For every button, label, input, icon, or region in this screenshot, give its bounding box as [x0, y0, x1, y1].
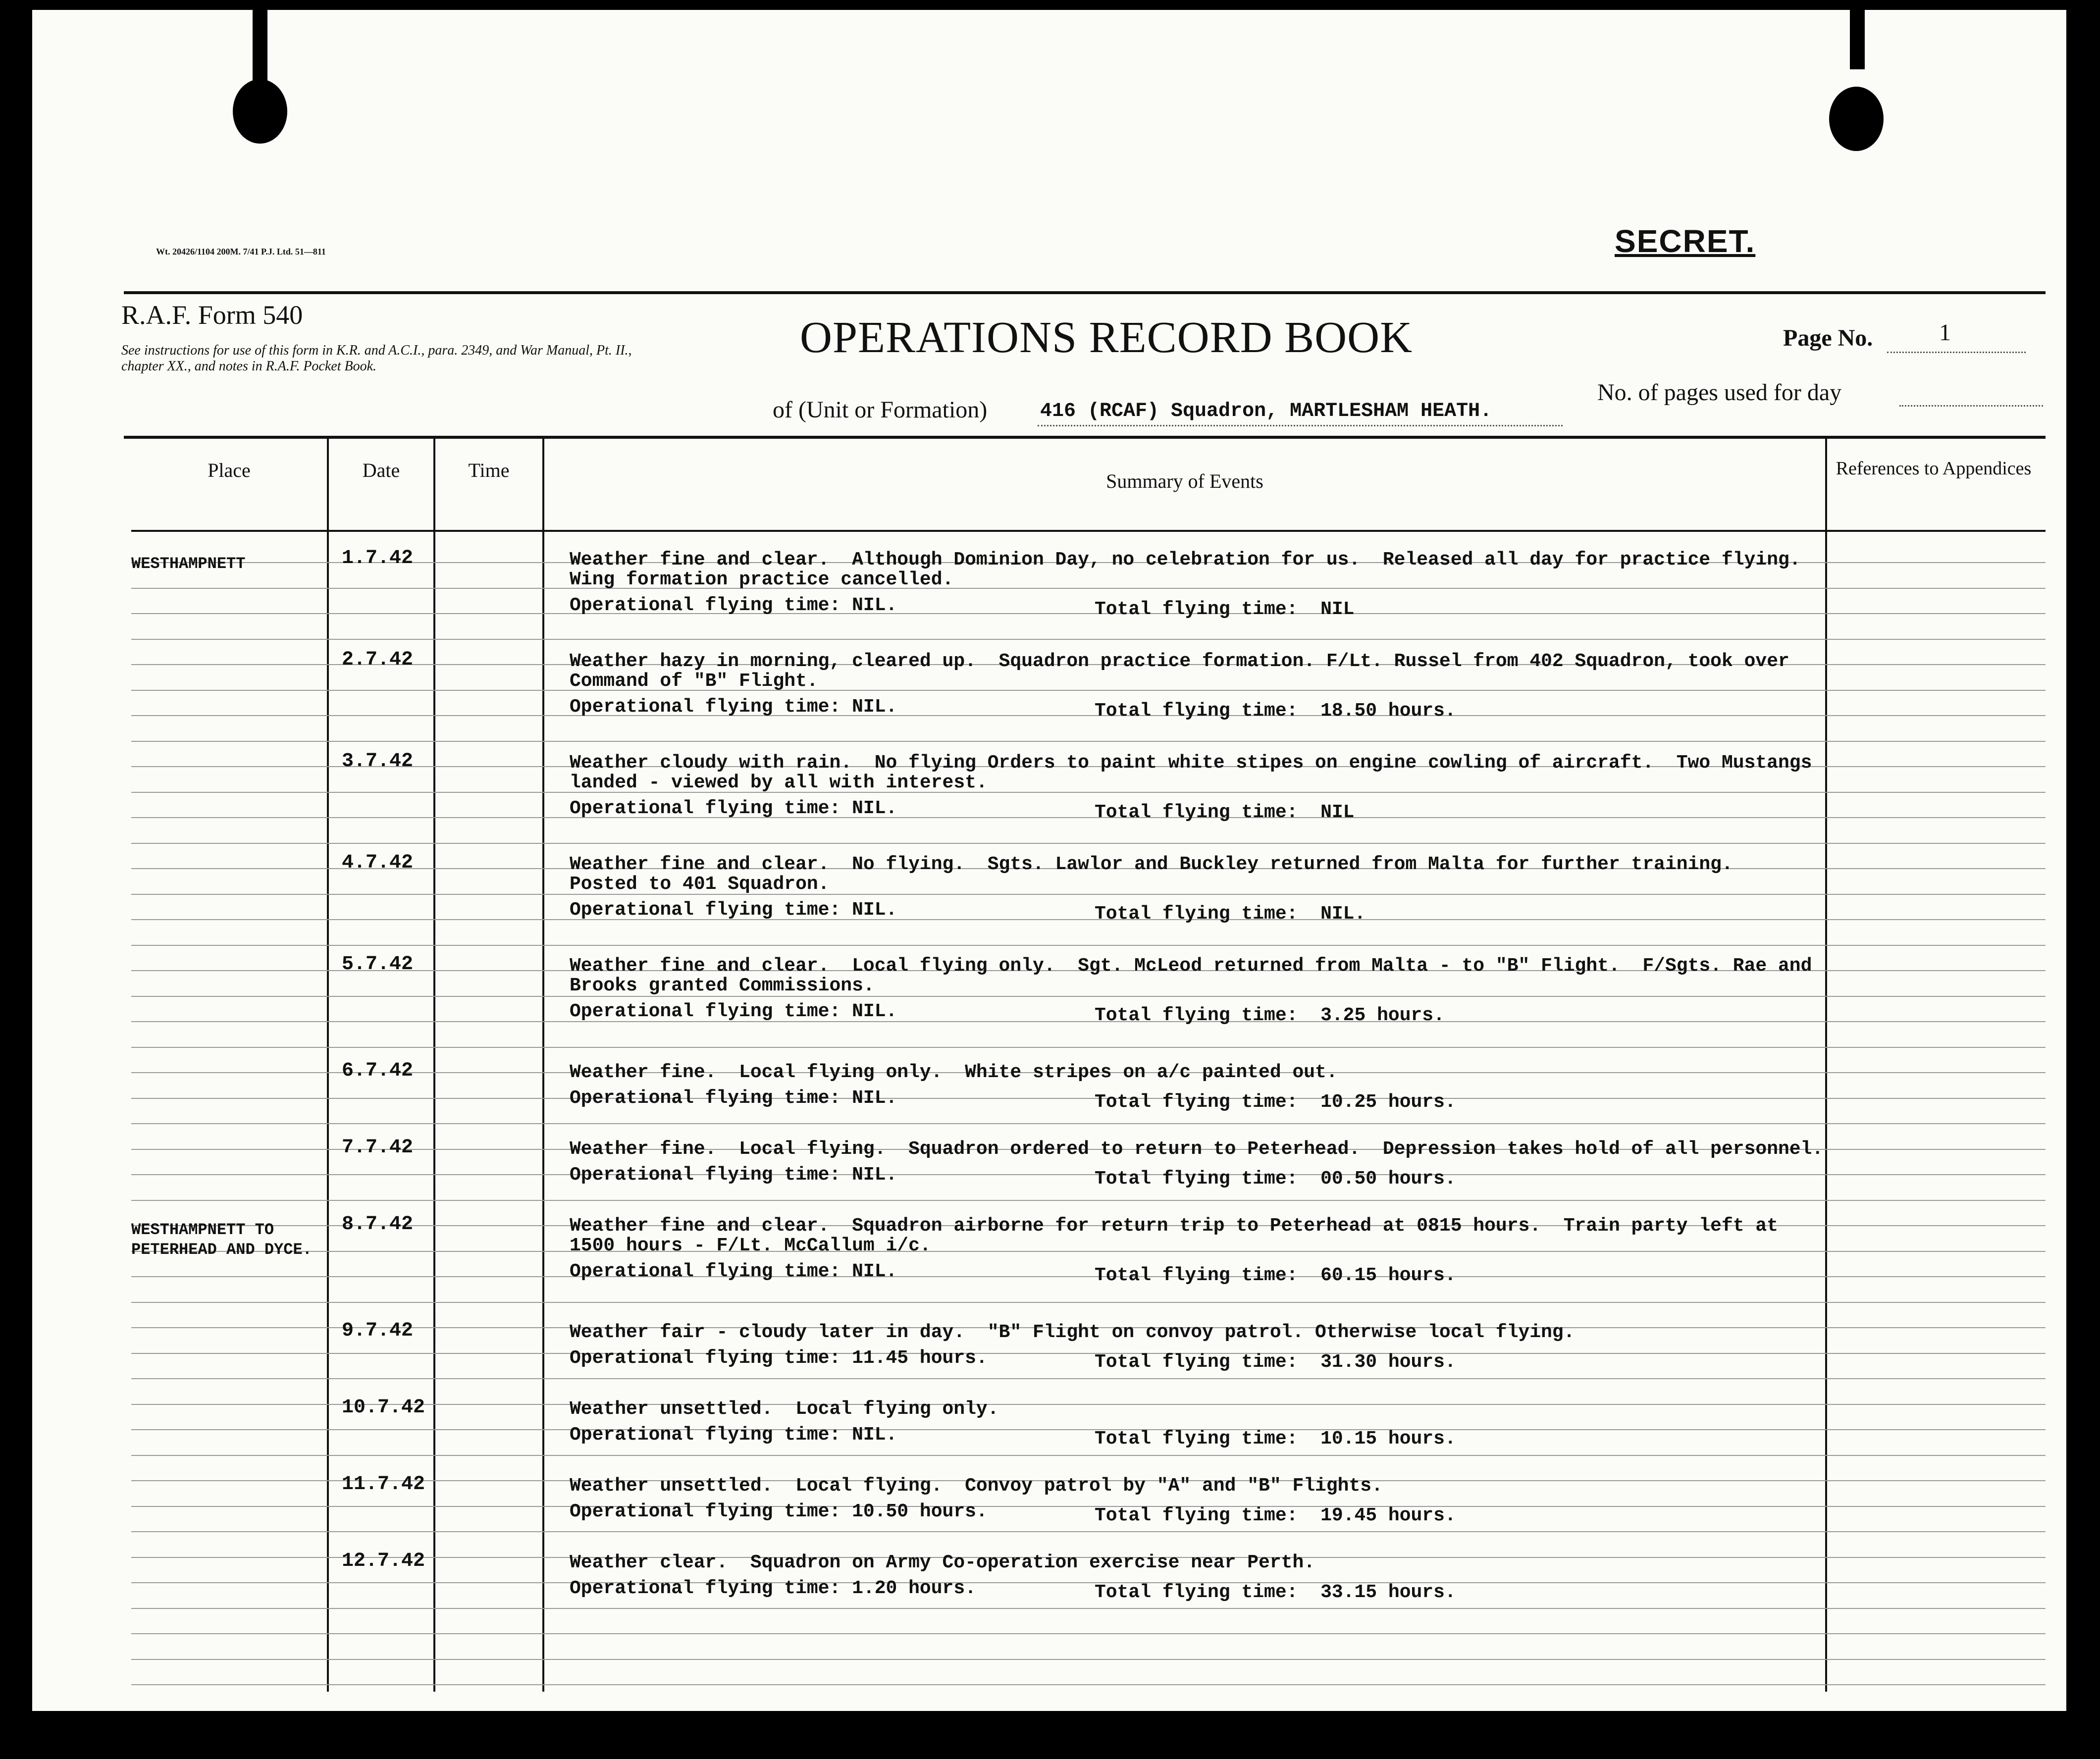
time-divider	[542, 439, 544, 1692]
form-ruling-line	[131, 996, 2046, 997]
binder-notch-left	[253, 10, 267, 84]
entry-summary-line: Weather fair - cloudy later in day. "B" Flight on convoy patrol. Otherwise local flying.	[570, 1322, 1575, 1343]
entry-date: 9.7.42	[342, 1320, 414, 1342]
entry-summary-line: Weather hazy in morning, cleared up. Squadron practice formation. F/Lt. Russel from 402 Squadron, took over	[570, 651, 1789, 672]
entry-summary-line: landed - viewed by all with interest.	[570, 772, 988, 793]
punch-hole-left	[233, 79, 287, 144]
entry-place: WESTHAMPNETT	[131, 555, 246, 573]
entry-operational-time: Operational flying time: NIL.	[570, 696, 897, 718]
place-divider	[327, 439, 329, 1692]
entry-operational-time: Operational flying time: NIL.	[570, 899, 897, 921]
entry-summary-line: Weather fine. Local flying only. White stripes on a/c painted out.	[570, 1062, 1338, 1083]
form-ruling-line	[131, 792, 2046, 793]
entry-date: 1.7.42	[342, 547, 414, 569]
form-ruling-line	[131, 1123, 2046, 1124]
entry-operational-time: Operational flying time: 10.50 hours.	[570, 1501, 988, 1522]
form-ruling-line	[131, 1200, 2046, 1201]
page-number-value: 1	[1939, 319, 1951, 346]
date-divider	[433, 439, 435, 1692]
page-number-label: Page No.	[1783, 325, 1873, 351]
form-ruling-line	[131, 1021, 2046, 1022]
top-rule	[124, 291, 2046, 294]
entry-date: 3.7.42	[342, 750, 414, 773]
entry-date: 6.7.42	[342, 1060, 414, 1082]
form-ruling-line	[131, 1659, 2046, 1660]
entry-date: 11.7.42	[342, 1473, 425, 1496]
form-ruling-line	[131, 1251, 2046, 1252]
entry-summary-line: Weather clear. Squadron on Army Co-operation exercise near Perth.	[570, 1552, 1315, 1573]
entry-total-time: Total flying time: 3.25 hours.	[1095, 1005, 1445, 1026]
entry-operational-time: Operational flying time: 11.45 hours.	[570, 1347, 988, 1369]
entry-date: 4.7.42	[342, 852, 414, 874]
form-ruling-line	[131, 1684, 2046, 1685]
classification-label: SECRET.	[1615, 223, 1756, 259]
entry-summary-line: Weather fine and clear. Local flying only. Sgt. McLeod returned from Malta - to "B" Flight. F/Sgts. Rae and	[570, 955, 1812, 977]
entry-total-time: Total flying time: 00.50 hours.	[1095, 1168, 1456, 1190]
entry-total-time: Total flying time: 31.30 hours.	[1095, 1351, 1456, 1373]
entry-date: 5.7.42	[342, 953, 414, 976]
entry-operational-time: Operational flying time: NIL.	[570, 1087, 897, 1109]
form-ruling-line	[131, 1455, 2046, 1456]
form-ruling-line	[131, 1098, 2046, 1099]
entry-place: WESTHAMPNETT TO PETERHEAD AND DYCE.	[131, 1221, 312, 1259]
form-ruling-line	[131, 1276, 2046, 1277]
page-number-line	[1887, 352, 2026, 353]
column-header-place: Place	[208, 459, 251, 481]
form-ruling-line	[131, 1531, 2046, 1532]
column-header-references: References to Appendices	[1836, 458, 2032, 479]
entry-operational-time: Operational flying time: NIL.	[570, 798, 897, 819]
form-ruling-line	[131, 1047, 2046, 1048]
punch-hole-right	[1829, 87, 1884, 151]
summary-divider	[1825, 439, 1827, 1692]
table-top-rule	[124, 436, 2046, 439]
form-ruling-line	[131, 1633, 2046, 1634]
entry-operational-time: Operational flying time: NIL.	[570, 1424, 897, 1446]
column-header-date: Date	[362, 459, 400, 481]
form-ruling-line	[131, 1353, 2046, 1354]
header-bottom-rule	[131, 530, 2046, 532]
entry-total-time: Total flying time: 18.50 hours.	[1095, 700, 1456, 722]
form-ruling-line	[131, 843, 2046, 844]
form-ruling-line	[131, 945, 2046, 946]
form-ruling-line	[131, 1174, 2046, 1175]
form-number: R.A.F. Form 540	[121, 300, 303, 330]
form-ruling-line	[131, 1302, 2046, 1303]
entry-summary-line: Brooks granted Commissions.	[570, 975, 875, 996]
entry-date: 8.7.42	[342, 1213, 414, 1236]
entry-total-time: Total flying time: 19.45 hours.	[1095, 1505, 1456, 1526]
form-ruling-line	[131, 1429, 2046, 1430]
entry-total-time: Total flying time: NIL	[1095, 802, 1355, 823]
printer-line: Wt. 20426/1104 200M. 7/41 P.J. Ltd. 51—811	[156, 247, 326, 257]
entry-operational-time: Operational flying time: NIL.	[570, 1261, 897, 1282]
entry-total-time: Total flying time: 33.15 hours.	[1095, 1582, 1456, 1603]
form-ruling-line	[131, 1608, 2046, 1609]
form-ruling-line	[131, 613, 2046, 614]
entry-date: 10.7.42	[342, 1397, 425, 1419]
entry-total-time: Total flying time: NIL	[1095, 599, 1355, 620]
entry-operational-time: Operational flying time: NIL.	[570, 1164, 897, 1186]
unit-line	[1038, 425, 1563, 426]
entry-summary-line: Weather fine and clear. No flying. Sgts. Lawlor and Buckley returned from Malta for further training.	[570, 854, 1733, 875]
pages-used-label: No. of pages used for day	[1597, 379, 1842, 406]
entry-summary-line: Weather cloudy with rain. No flying Orders to paint white stipes on engine cowling of aircraft. Two Mustangs	[570, 752, 1812, 774]
page-title: OPERATIONS RECORD BOOK	[800, 313, 1413, 362]
entry-summary-line: Weather fine and clear. Although Dominion Day, no celebration for us. Released all day for practice flying.	[570, 549, 1801, 570]
pages-used-line	[1899, 405, 2043, 407]
column-header-summary: Summary of Events	[1106, 470, 1263, 492]
entry-summary-line: Wing formation practice cancelled.	[570, 569, 954, 590]
entry-total-time: Total flying time: NIL.	[1095, 903, 1366, 925]
entry-summary-line: Weather fine and clear. Squadron airborne for return trip to Peterhead at 0815 hours. Train party left at	[570, 1215, 1778, 1237]
entry-summary-line: 1500 hours - F/Lt. McCallum i/c.	[570, 1235, 931, 1256]
column-header-time: Time	[468, 459, 510, 481]
entry-summary-line: Weather unsettled. Local flying. Convoy patrol by "A" and "B" Flights.	[570, 1475, 1383, 1497]
entry-total-time: Total flying time: 60.15 hours.	[1095, 1265, 1456, 1286]
entry-total-time: Total flying time: 10.25 hours.	[1095, 1091, 1456, 1113]
entry-total-time: Total flying time: 10.15 hours.	[1095, 1428, 1456, 1449]
entry-summary-line: Weather fine. Local flying. Squadron ordered to return to Peterhead. Depression takes hold of all personnel.	[570, 1138, 1824, 1160]
form-instructions: See instructions for use of this form in K.R. and A.C.I., para. 2349, and War Manual, Pt. II., chapter XX., and notes in R.A.F. Pocket Book.	[121, 343, 632, 374]
form-ruling-line	[131, 894, 2046, 895]
form-ruling-line	[131, 919, 2046, 920]
binder-notch-right	[1850, 10, 1865, 69]
entry-date: 7.7.42	[342, 1137, 414, 1159]
form-ruling-line	[131, 741, 2046, 742]
form-ruling-line	[131, 690, 2046, 691]
form-ruling-line	[131, 817, 2046, 818]
form-sheet	[32, 10, 2066, 1711]
entry-date: 2.7.42	[342, 649, 414, 671]
unit-value: 416 (RCAF) Squadron, MARTLESHAM HEATH.	[1040, 400, 1492, 422]
entry-operational-time: Operational flying time: 1.20 hours.	[570, 1578, 976, 1599]
entry-operational-time: Operational flying time: NIL.	[570, 1001, 897, 1022]
entry-summary-line: Posted to 401 Squadron.	[570, 874, 830, 895]
form-ruling-line	[131, 1378, 2046, 1379]
form-ruling-line	[131, 715, 2046, 716]
unit-label: of (Unit or Formation)	[773, 397, 988, 423]
form-ruling-line	[131, 588, 2046, 589]
form-ruling-line	[131, 1582, 2046, 1583]
entry-summary-line: Weather unsettled. Local flying only.	[570, 1398, 999, 1420]
entry-operational-time: Operational flying time: NIL.	[570, 595, 897, 616]
form-ruling-line	[131, 1506, 2046, 1507]
entry-summary-line: Command of "B" Flight.	[570, 671, 818, 692]
form-ruling-line	[131, 639, 2046, 640]
entry-date: 12.7.42	[342, 1550, 425, 1572]
